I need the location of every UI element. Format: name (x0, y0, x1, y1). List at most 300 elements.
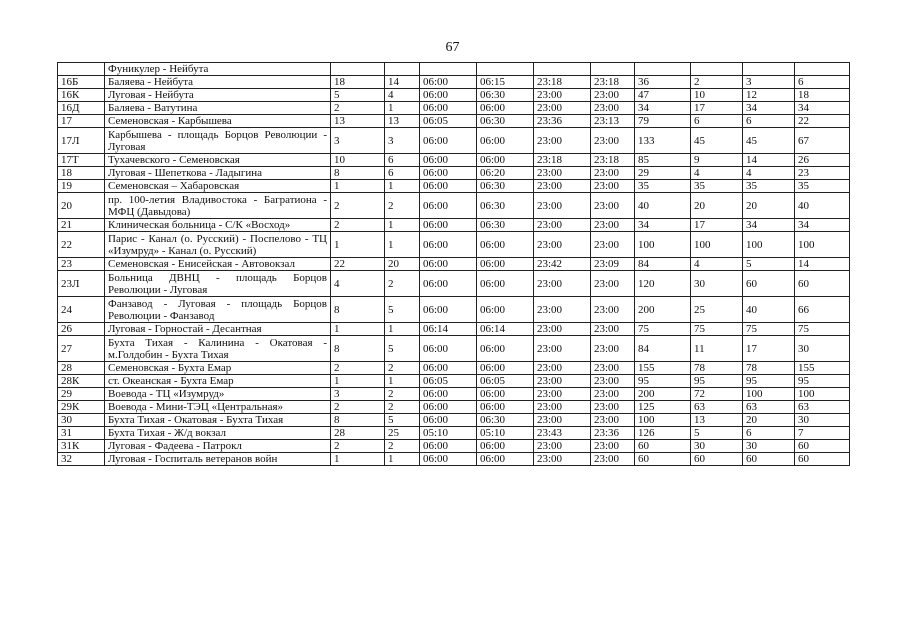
cell-interval-day: 45 (743, 128, 795, 154)
cell-last-trip-start: 23:00 (534, 219, 591, 232)
cell-interval-peak: 95 (691, 375, 743, 388)
cell-vehicles-min: 4 (385, 89, 420, 102)
cell-first-trip-end: 06:00 (477, 388, 534, 401)
cell-first-trip-start: 06:00 (420, 167, 477, 180)
cell-interval-day: 12 (743, 89, 795, 102)
cell-first-trip-end: 06:00 (477, 336, 534, 362)
cell-interval-max: 155 (635, 362, 691, 375)
cell-interval-peak: 5 (691, 427, 743, 440)
cell-route-name: Парис - Канал (о. Русский) - Поспелово - ТЦ «Изумруд» - Канал (о. Русский) (105, 232, 331, 258)
cell-interval-peak: 2 (691, 76, 743, 89)
cell-interval-day: 63 (743, 401, 795, 414)
cell-route-name: Баляева - Ватутина (105, 102, 331, 115)
cell-last-trip-end: 23:00 (591, 128, 635, 154)
cell-first-trip-end: 06:00 (477, 154, 534, 167)
cell-first-trip-end: 05:10 (477, 427, 534, 440)
cell-last-trip-start: 23:18 (534, 154, 591, 167)
cell-first-trip-end: 06:00 (477, 297, 534, 323)
cell-vehicles-total: 1 (331, 375, 385, 388)
cell-route-number: 30 (58, 414, 105, 427)
cell-vehicles-min: 2 (385, 271, 420, 297)
cell-last-trip-end: 23:00 (591, 388, 635, 401)
table-row (58, 401, 850, 414)
cell-last-trip-start: 23:00 (534, 336, 591, 362)
table-row (58, 414, 850, 427)
cell-route-number: 27 (58, 336, 105, 362)
cell-interval-evening: 7 (795, 427, 850, 440)
cell-last-trip-end: 23:00 (591, 440, 635, 453)
table-row (58, 180, 850, 193)
cell-interval-peak: 35 (691, 180, 743, 193)
table-row (58, 453, 850, 466)
cell-last-trip-end: 23:13 (591, 115, 635, 128)
cell-vehicles-total: 2 (331, 219, 385, 232)
cell-first-trip-end: 06:30 (477, 219, 534, 232)
table-row (58, 115, 850, 128)
cell-interval-day: 20 (743, 414, 795, 427)
cell-last-trip-end: 23:00 (591, 271, 635, 297)
cell-vehicles-total: 2 (331, 193, 385, 219)
cell-interval-peak: 25 (691, 297, 743, 323)
cell-last-trip-start: 23:00 (534, 102, 591, 115)
cell-route-name: Воевода - ТЦ «Изумруд» (105, 388, 331, 401)
cell-interval-peak: 20 (691, 193, 743, 219)
cell-interval-peak: 6 (691, 115, 743, 128)
cell-interval-peak (691, 63, 743, 76)
cell-route-name: Семеновская - Карбышева (105, 115, 331, 128)
cell-interval-max: 100 (635, 232, 691, 258)
cell-interval-day: 6 (743, 115, 795, 128)
cell-last-trip-start: 23:43 (534, 427, 591, 440)
cell-vehicles-total: 8 (331, 167, 385, 180)
cell-vehicles-total: 4 (331, 271, 385, 297)
cell-route-number: 29К (58, 401, 105, 414)
cell-interval-max: 200 (635, 388, 691, 401)
cell-first-trip-start: 06:00 (420, 401, 477, 414)
cell-route-name: Фуникулер - Нейбута (105, 63, 331, 76)
cell-route-number: 17Т (58, 154, 105, 167)
cell-interval-evening: 100 (795, 388, 850, 401)
cell-route-name: Семеновская - Енисейская - Автовокзал (105, 258, 331, 271)
cell-vehicles-min: 1 (385, 219, 420, 232)
cell-vehicles-total: 1 (331, 180, 385, 193)
cell-vehicles-total (331, 63, 385, 76)
table-row (58, 336, 850, 362)
table-row (58, 440, 850, 453)
cell-first-trip-start: 06:14 (420, 323, 477, 336)
cell-route-name: Карбышева - площадь Борцов Революции - Луговая (105, 128, 331, 154)
cell-last-trip-end: 23:00 (591, 336, 635, 362)
cell-vehicles-total: 10 (331, 154, 385, 167)
cell-vehicles-total: 28 (331, 427, 385, 440)
cell-last-trip-start: 23:00 (534, 401, 591, 414)
cell-vehicles-min: 5 (385, 297, 420, 323)
cell-first-trip-end: 06:00 (477, 271, 534, 297)
cell-last-trip-start: 23:00 (534, 323, 591, 336)
cell-interval-day: 40 (743, 297, 795, 323)
cell-interval-peak: 17 (691, 102, 743, 115)
cell-first-trip-end: 06:00 (477, 401, 534, 414)
table-row (58, 297, 850, 323)
cell-interval-evening: 60 (795, 271, 850, 297)
cell-interval-evening: 60 (795, 453, 850, 466)
cell-vehicles-total: 2 (331, 401, 385, 414)
cell-route-name: пр. 100-летия Владивостока - Багратиона - МФЦ (Давыдова) (105, 193, 331, 219)
cell-route-name: Воевода - Мини-ТЭЦ «Центральная» (105, 401, 331, 414)
table-row (58, 362, 850, 375)
cell-interval-peak: 100 (691, 232, 743, 258)
cell-route-number: 24 (58, 297, 105, 323)
cell-interval-day: 34 (743, 219, 795, 232)
cell-last-trip-start: 23:00 (534, 89, 591, 102)
cell-first-trip-start: 06:00 (420, 453, 477, 466)
cell-last-trip-start: 23:36 (534, 115, 591, 128)
table-row (58, 76, 850, 89)
cell-first-trip-end: 06:00 (477, 128, 534, 154)
cell-interval-day: 20 (743, 193, 795, 219)
cell-route-name: Бухта Тихая - Ж/д вокзал (105, 427, 331, 440)
cell-route-number: 23 (58, 258, 105, 271)
cell-first-trip-end: 06:14 (477, 323, 534, 336)
cell-route-number: 16Д (58, 102, 105, 115)
cell-last-trip-end: 23:18 (591, 154, 635, 167)
cell-first-trip-start: 06:00 (420, 258, 477, 271)
cell-vehicles-min: 13 (385, 115, 420, 128)
cell-route-number: 17Л (58, 128, 105, 154)
cell-route-number: 29 (58, 388, 105, 401)
cell-vehicles-min: 2 (385, 401, 420, 414)
cell-vehicles-min: 25 (385, 427, 420, 440)
table-row (58, 193, 850, 219)
cell-vehicles-total: 8 (331, 414, 385, 427)
cell-interval-evening: 30 (795, 414, 850, 427)
cell-interval-day: 14 (743, 154, 795, 167)
cell-interval-peak: 30 (691, 271, 743, 297)
cell-interval-day: 75 (743, 323, 795, 336)
cell-last-trip-end: 23:00 (591, 375, 635, 388)
cell-last-trip-start: 23:00 (534, 414, 591, 427)
cell-last-trip-start: 23:00 (534, 180, 591, 193)
cell-interval-peak: 45 (691, 128, 743, 154)
cell-last-trip-end: 23:00 (591, 453, 635, 466)
cell-route-number: 28 (58, 362, 105, 375)
cell-last-trip-end: 23:09 (591, 258, 635, 271)
cell-interval-max: 35 (635, 180, 691, 193)
cell-interval-peak: 4 (691, 258, 743, 271)
cell-route-number: 18 (58, 167, 105, 180)
cell-interval-day: 6 (743, 427, 795, 440)
cell-last-trip-start: 23:00 (534, 193, 591, 219)
cell-interval-day: 78 (743, 362, 795, 375)
cell-first-trip-end: 06:00 (477, 362, 534, 375)
cell-interval-evening: 95 (795, 375, 850, 388)
cell-first-trip-start: 06:00 (420, 219, 477, 232)
cell-vehicles-min: 1 (385, 102, 420, 115)
cell-interval-max: 100 (635, 414, 691, 427)
cell-route-number: 16К (58, 89, 105, 102)
cell-first-trip-start: 06:00 (420, 440, 477, 453)
cell-last-trip-start: 23:00 (534, 440, 591, 453)
cell-first-trip-start: 06:00 (420, 102, 477, 115)
cell-last-trip-start: 23:00 (534, 128, 591, 154)
cell-first-trip-start: 06:00 (420, 89, 477, 102)
cell-interval-peak: 72 (691, 388, 743, 401)
table-row (58, 271, 850, 297)
cell-last-trip-end: 23:00 (591, 180, 635, 193)
cell-last-trip-start: 23:00 (534, 388, 591, 401)
cell-interval-peak: 60 (691, 453, 743, 466)
cell-route-number: 31 (58, 427, 105, 440)
cell-interval-evening: 40 (795, 193, 850, 219)
cell-route-number: 31К (58, 440, 105, 453)
cell-last-trip-start: 23:00 (534, 167, 591, 180)
route-schedule-table (57, 62, 850, 466)
cell-interval-day: 60 (743, 453, 795, 466)
cell-interval-evening: 35 (795, 180, 850, 193)
cell-interval-day: 35 (743, 180, 795, 193)
cell-interval-peak: 30 (691, 440, 743, 453)
cell-interval-evening: 67 (795, 128, 850, 154)
cell-last-trip-start: 23:00 (534, 453, 591, 466)
cell-vehicles-total: 2 (331, 440, 385, 453)
cell-first-trip-start: 06:00 (420, 76, 477, 89)
cell-first-trip-end: 06:20 (477, 167, 534, 180)
cell-interval-max: 200 (635, 297, 691, 323)
cell-first-trip-start: 06:00 (420, 336, 477, 362)
cell-route-name: Бухта Тихая - Калинина - Окатовая - м.Голдобин - Бухта Тихая (105, 336, 331, 362)
cell-interval-evening: 18 (795, 89, 850, 102)
cell-interval-peak: 11 (691, 336, 743, 362)
cell-interval-peak: 9 (691, 154, 743, 167)
cell-vehicles-min: 3 (385, 128, 420, 154)
cell-first-trip-end: 06:00 (477, 102, 534, 115)
cell-route-number: 32 (58, 453, 105, 466)
cell-first-trip-start: 06:00 (420, 362, 477, 375)
table-row (58, 154, 850, 167)
cell-vehicles-total: 18 (331, 76, 385, 89)
cell-route-number (58, 63, 105, 76)
cell-interval-day: 3 (743, 76, 795, 89)
cell-route-name: Тухачевского - Семеновская (105, 154, 331, 167)
cell-vehicles-total: 5 (331, 89, 385, 102)
cell-route-number: 19 (58, 180, 105, 193)
cell-interval-evening: 23 (795, 167, 850, 180)
cell-interval-evening: 26 (795, 154, 850, 167)
cell-first-trip-end: 06:30 (477, 89, 534, 102)
cell-route-name: Семеновская - Бухта Емар (105, 362, 331, 375)
cell-interval-max: 125 (635, 401, 691, 414)
table-row (58, 258, 850, 271)
cell-interval-max: 126 (635, 427, 691, 440)
cell-first-trip-start: 06:00 (420, 232, 477, 258)
cell-interval-max: 34 (635, 219, 691, 232)
cell-vehicles-total: 1 (331, 453, 385, 466)
cell-first-trip-end: 06:30 (477, 180, 534, 193)
cell-route-number: 28К (58, 375, 105, 388)
cell-vehicles-total: 3 (331, 128, 385, 154)
cell-vehicles-min: 20 (385, 258, 420, 271)
cell-interval-evening: 34 (795, 219, 850, 232)
cell-vehicles-min: 1 (385, 323, 420, 336)
cell-last-trip-end: 23:18 (591, 76, 635, 89)
cell-last-trip-end: 23:00 (591, 167, 635, 180)
cell-first-trip-end: 06:00 (477, 453, 534, 466)
cell-interval-evening: 60 (795, 440, 850, 453)
table-row (58, 89, 850, 102)
cell-first-trip-end: 06:00 (477, 258, 534, 271)
cell-vehicles-total: 2 (331, 102, 385, 115)
cell-interval-evening: 22 (795, 115, 850, 128)
cell-interval-evening: 66 (795, 297, 850, 323)
cell-vehicles-min: 1 (385, 180, 420, 193)
cell-interval-peak: 4 (691, 167, 743, 180)
cell-interval-max: 95 (635, 375, 691, 388)
cell-interval-max: 120 (635, 271, 691, 297)
cell-route-number: 21 (58, 219, 105, 232)
cell-interval-peak: 75 (691, 323, 743, 336)
cell-interval-evening: 6 (795, 76, 850, 89)
cell-first-trip-start: 06:00 (420, 193, 477, 219)
table-row (58, 102, 850, 115)
cell-vehicles-min: 2 (385, 388, 420, 401)
cell-vehicles-total: 1 (331, 323, 385, 336)
cell-route-number: 17 (58, 115, 105, 128)
cell-last-trip-start: 23:18 (534, 76, 591, 89)
cell-interval-peak: 63 (691, 401, 743, 414)
cell-last-trip-end: 23:00 (591, 219, 635, 232)
cell-interval-evening: 63 (795, 401, 850, 414)
cell-interval-max (635, 63, 691, 76)
cell-route-number: 16Б (58, 76, 105, 89)
cell-interval-max: 47 (635, 89, 691, 102)
cell-last-trip-end: 23:00 (591, 89, 635, 102)
cell-vehicles-total: 13 (331, 115, 385, 128)
cell-vehicles-min: 2 (385, 440, 420, 453)
cell-first-trip-end: 06:30 (477, 193, 534, 219)
cell-route-name: Клиническая больница - С/К «Восход» (105, 219, 331, 232)
cell-last-trip-start: 23:00 (534, 297, 591, 323)
cell-interval-max: 60 (635, 440, 691, 453)
cell-first-trip-start: 06:00 (420, 297, 477, 323)
cell-last-trip-end: 23:00 (591, 232, 635, 258)
cell-route-number: 26 (58, 323, 105, 336)
cell-interval-max: 29 (635, 167, 691, 180)
cell-route-number: 23Л (58, 271, 105, 297)
cell-vehicles-min (385, 63, 420, 76)
cell-route-name: Луговая - Горностай - Десантная (105, 323, 331, 336)
cell-first-trip-start: 06:00 (420, 271, 477, 297)
cell-route-name: Баляева - Нейбута (105, 76, 331, 89)
cell-last-trip-end: 23:00 (591, 193, 635, 219)
cell-route-name: Луговая - Госпиталь ветеранов войн (105, 453, 331, 466)
cell-interval-evening: 14 (795, 258, 850, 271)
cell-interval-max: 60 (635, 453, 691, 466)
cell-last-trip-start: 23:00 (534, 362, 591, 375)
cell-first-trip-start: 06:00 (420, 154, 477, 167)
cell-interval-max: 84 (635, 258, 691, 271)
cell-interval-max: 84 (635, 336, 691, 362)
cell-last-trip-start: 23:00 (534, 271, 591, 297)
cell-route-number: 22 (58, 232, 105, 258)
cell-interval-evening: 30 (795, 336, 850, 362)
cell-route-name: ст. Океанская - Бухта Емар (105, 375, 331, 388)
cell-first-trip-end: 06:00 (477, 440, 534, 453)
table-row (58, 63, 850, 76)
cell-vehicles-min: 1 (385, 375, 420, 388)
cell-route-name: Луговая - Фадеева - Патрокл (105, 440, 331, 453)
cell-interval-peak: 17 (691, 219, 743, 232)
cell-first-trip-start: 06:05 (420, 115, 477, 128)
cell-interval-day: 95 (743, 375, 795, 388)
cell-interval-max: 85 (635, 154, 691, 167)
cell-interval-evening (795, 63, 850, 76)
cell-first-trip-end: 06:30 (477, 115, 534, 128)
cell-interval-peak: 13 (691, 414, 743, 427)
cell-interval-evening: 34 (795, 102, 850, 115)
cell-first-trip-start: 06:00 (420, 128, 477, 154)
cell-vehicles-total: 2 (331, 362, 385, 375)
cell-last-trip-end: 23:00 (591, 102, 635, 115)
cell-last-trip-end: 23:00 (591, 297, 635, 323)
cell-interval-day: 30 (743, 440, 795, 453)
cell-vehicles-min: 1 (385, 232, 420, 258)
cell-interval-max: 34 (635, 102, 691, 115)
cell-vehicles-min: 5 (385, 336, 420, 362)
cell-last-trip-end: 23:00 (591, 401, 635, 414)
cell-interval-peak: 10 (691, 89, 743, 102)
cell-interval-day (743, 63, 795, 76)
cell-interval-evening: 155 (795, 362, 850, 375)
cell-vehicles-min: 5 (385, 414, 420, 427)
cell-interval-day: 100 (743, 388, 795, 401)
cell-route-name: Бухта Тихая - Окатовая - Бухта Тихая (105, 414, 331, 427)
cell-interval-max: 133 (635, 128, 691, 154)
cell-route-name: Больница ДВНЦ - площадь Борцов Революции - Луговая (105, 271, 331, 297)
cell-last-trip-start: 23:00 (534, 232, 591, 258)
cell-interval-day: 17 (743, 336, 795, 362)
table-row (58, 232, 850, 258)
cell-interval-evening: 75 (795, 323, 850, 336)
cell-vehicles-total: 22 (331, 258, 385, 271)
cell-first-trip-end: 06:30 (477, 414, 534, 427)
cell-route-name: Фанзавод - Луговая - площадь Борцов Революции - Фанзавод (105, 297, 331, 323)
cell-vehicles-min: 1 (385, 453, 420, 466)
cell-last-trip-start: 23:00 (534, 375, 591, 388)
cell-route-name: Луговая - Нейбута (105, 89, 331, 102)
cell-interval-day: 4 (743, 167, 795, 180)
table-row (58, 219, 850, 232)
cell-last-trip-end: 23:00 (591, 323, 635, 336)
cell-interval-day: 5 (743, 258, 795, 271)
cell-first-trip-end: 06:05 (477, 375, 534, 388)
cell-vehicles-min: 6 (385, 154, 420, 167)
cell-vehicles-total: 3 (331, 388, 385, 401)
cell-vehicles-total: 8 (331, 297, 385, 323)
cell-first-trip-start (420, 63, 477, 76)
cell-last-trip-start: 23:42 (534, 258, 591, 271)
cell-route-name: Луговая - Шепеткова - Ладыгина (105, 167, 331, 180)
cell-last-trip-end: 23:00 (591, 414, 635, 427)
cell-vehicles-min: 14 (385, 76, 420, 89)
cell-interval-max: 40 (635, 193, 691, 219)
cell-first-trip-start: 06:00 (420, 388, 477, 401)
table-row (58, 323, 850, 336)
cell-first-trip-end (477, 63, 534, 76)
cell-interval-peak: 78 (691, 362, 743, 375)
table-row (58, 427, 850, 440)
cell-vehicles-total: 8 (331, 336, 385, 362)
cell-vehicles-min: 2 (385, 193, 420, 219)
